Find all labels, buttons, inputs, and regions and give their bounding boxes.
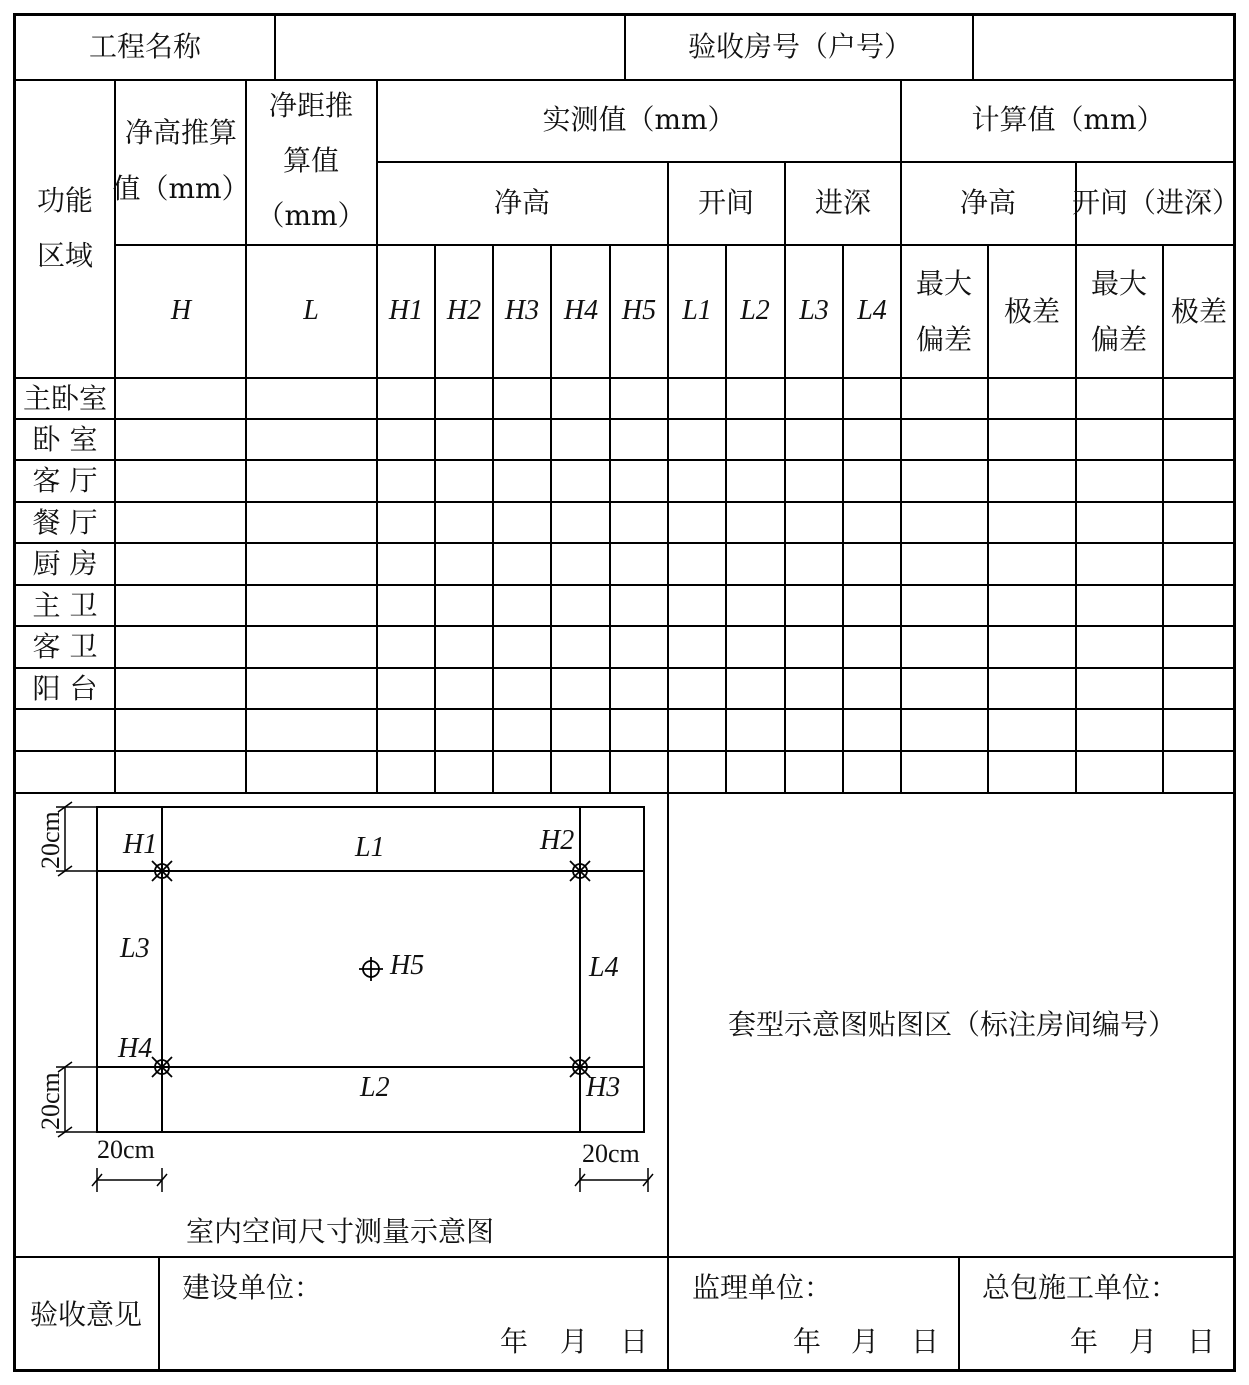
height-estimate-header-line1: 净高推算: [124, 116, 238, 149]
calc-bay-depth-header: 开间（进深）: [1071, 186, 1241, 219]
diagram-caption: 室内空间尺寸测量示意图: [185, 1215, 495, 1248]
symbol-h3: H3: [504, 295, 540, 326]
net-height-header: 净高: [493, 186, 551, 219]
area-header-line2: 区域: [36, 239, 94, 272]
point-marker-h2: [570, 861, 590, 881]
symbol-h1: H1: [388, 295, 424, 326]
symbol-l1: L1: [682, 295, 712, 326]
dim-right-20cm: 20cm: [582, 1139, 640, 1168]
row-label-master-bath: 主 卫: [32, 589, 98, 622]
diagram-label-l3: L3: [120, 933, 150, 964]
max-deviation-header-line2: 偏差: [915, 323, 973, 356]
row-label-master-bedroom: 主卧室: [22, 382, 108, 415]
bay-header: 开间: [697, 186, 755, 219]
symbol-h2: H2: [446, 295, 482, 326]
diagram-label-h1: H1: [123, 829, 158, 860]
symbol-l: L: [303, 295, 319, 326]
builder-year: 年: [500, 1325, 529, 1358]
area-header-line1: 功能: [36, 184, 94, 217]
floor-plan-paste-area[interactable]: 套型示意图贴图区（标注房间编号）: [727, 1008, 1177, 1041]
point-marker-h1: [152, 861, 172, 881]
calc-net-height-header: 净高: [959, 186, 1017, 219]
range-header: 极差: [1003, 295, 1061, 328]
supervisor-month: 月: [851, 1325, 880, 1358]
row-label-kitchen: 厨 房: [32, 547, 98, 580]
max-deviation-header-line1: 最大: [915, 267, 973, 300]
builder-day: 日: [620, 1325, 649, 1358]
range-b-header: 极差: [1170, 295, 1228, 328]
row-label-bedroom: 卧 室: [32, 423, 98, 456]
symbol-h5: H5: [621, 295, 657, 326]
project-name-label: 工程名称: [88, 30, 202, 63]
depth-header: 进深: [814, 186, 872, 219]
supervisor-year: 年: [793, 1325, 822, 1358]
max-deviation-b-header-line2: 偏差: [1090, 323, 1148, 356]
contractor-day: 日: [1187, 1325, 1216, 1358]
distance-estimate-header-line2: 算值: [282, 144, 340, 177]
diagram-label-h4: H4: [118, 1033, 153, 1064]
point-marker-h5: [359, 957, 383, 981]
diagram-label-l4: L4: [589, 952, 619, 983]
height-estimate-header-line2: 值（mm）: [112, 172, 250, 205]
row-label-dining-room: 餐 厅: [32, 506, 98, 539]
symbol-l2: L2: [740, 295, 770, 326]
distance-estimate-header-line3: （mm）: [256, 199, 366, 232]
measured-values-header: 实测值（mm）: [542, 103, 736, 136]
row-label-living-room: 客 厅: [32, 464, 98, 497]
supervisor-label: 监理单位：: [692, 1271, 833, 1304]
diagram-label-h5: H5: [390, 950, 425, 981]
contractor-label: 总包施工单位：: [982, 1271, 1179, 1304]
distance-estimate-header-line1: 净距推: [268, 89, 354, 122]
symbol-h4: H4: [563, 295, 599, 326]
symbol-h: H: [170, 295, 192, 326]
measure-point-markers: [152, 861, 590, 1077]
calculated-values-header: 计算值（mm）: [971, 103, 1165, 136]
diagram-label-l2: L2: [360, 1072, 390, 1103]
contractor-year: 年: [1070, 1325, 1099, 1358]
symbol-l4: L4: [857, 295, 887, 326]
builder-month: 月: [560, 1325, 589, 1358]
max-deviation-b-header-line1: 最大: [1090, 267, 1148, 300]
point-marker-h4: [152, 1057, 172, 1077]
diagram-label-h3: H3: [586, 1072, 621, 1103]
dim-bottom-20cm: 20cm: [36, 1072, 65, 1130]
row-label-balcony: 阳 台: [32, 672, 98, 705]
dim-left-20cm: 20cm: [97, 1135, 155, 1164]
diagram-label-l1: L1: [355, 832, 385, 863]
room-number-label: 验收房号（户号）: [687, 30, 913, 63]
row-label-guest-bath: 客 卫: [32, 630, 98, 663]
acceptance-opinion-label: 验收意见: [29, 1298, 143, 1331]
supervisor-day: 日: [911, 1325, 940, 1358]
symbol-l3: L3: [799, 295, 829, 326]
builder-label: 建设单位：: [182, 1271, 323, 1304]
dim-top-20cm: 20cm: [36, 811, 65, 869]
contractor-month: 月: [1129, 1325, 1158, 1358]
diagram-label-h2: H2: [540, 825, 575, 856]
